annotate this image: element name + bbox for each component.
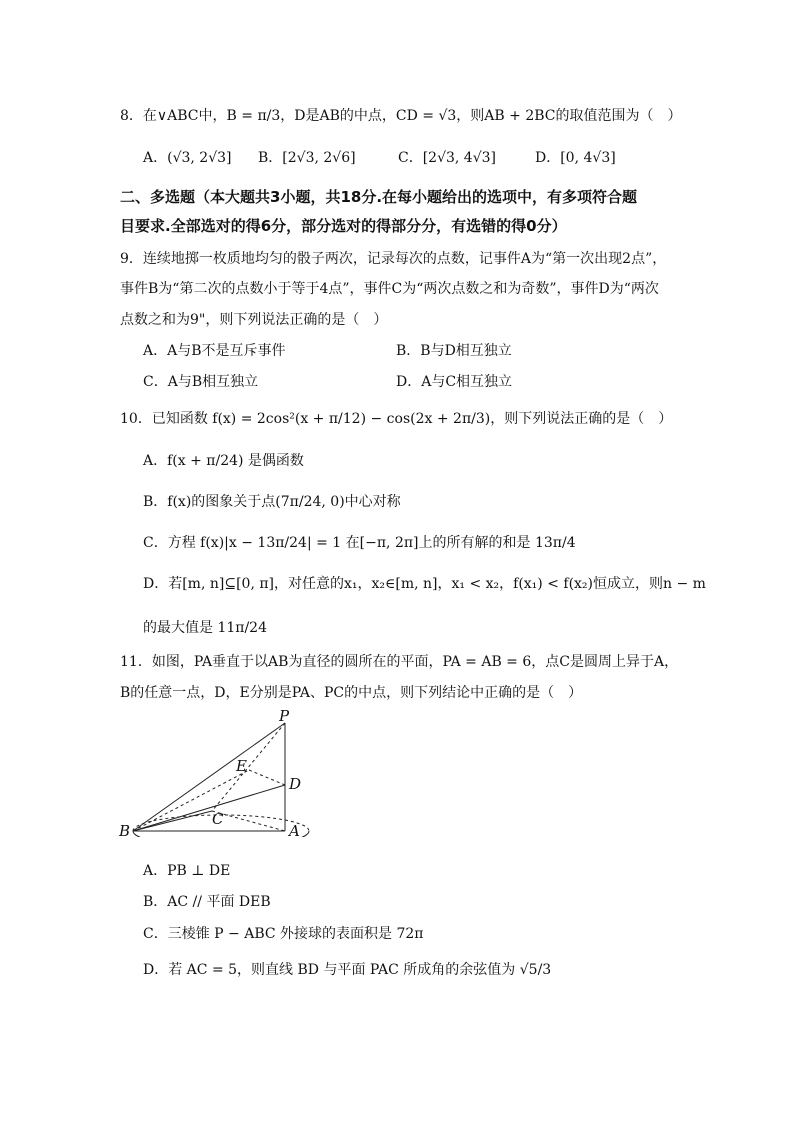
q9-option-c: C．A与B相互独立 xyxy=(143,374,259,390)
q10-option-c: C．方程 f(x)|x − 13π/24| = 1 在[−π, 2π]上的所有解的和是 13π/4 xyxy=(143,535,576,551)
label-d: D xyxy=(289,775,302,793)
edge-ed xyxy=(249,770,285,785)
q9-option-a: A．A与B不是互斥事件 xyxy=(143,343,286,359)
q8-option-c: C．[2√3, 4√3] xyxy=(398,150,497,166)
label-c: C xyxy=(212,810,224,828)
q9-line3: 点数之和为9"，则下列说法正确的是（ ） xyxy=(120,312,388,328)
q10-stem: 10．已知函数 f(x) = 2cos²(x + π/12) − cos(2x + 2π/3)，则下列说法正确的是（ ） xyxy=(120,411,673,427)
q10-option-d-line2: 的最大值是 11π/24 xyxy=(143,620,267,636)
q11-line1: 11．如图，PA垂直于以AB为直径的圆所在的平面，PA = AB = 6，点C是圆周上异于A， xyxy=(120,654,679,670)
q9-option-d: D．A与C相互独立 xyxy=(396,374,513,390)
label-a: A xyxy=(289,822,300,837)
edge-bc xyxy=(133,811,212,831)
q11-option-c: C．三棱锥 P − ABC 外接球的表面积是 72π xyxy=(143,926,424,942)
q8-option-a: A．(√3, 2√3] xyxy=(143,150,232,166)
pyramid-figure xyxy=(115,707,315,837)
q9-line1: 9．连续地掷一枚质地均匀的骰子两次，记录每次的点数，记事件A为“第一次出现2点”， xyxy=(120,251,667,267)
q8-option-d: D．[0, 4√3] xyxy=(535,150,616,166)
edge-be xyxy=(133,770,249,831)
section2-heading-line2: 目要求.全部选对的得6分，部分选对的得部分分，有选错的得0分） xyxy=(120,217,567,235)
q8-option-b: B．[2√3, 2√6] xyxy=(258,150,356,166)
q11-option-d: D．若 AC = 5，则直线 BD 与平面 PAC 所成角的余弦值为 √5/3 xyxy=(143,962,552,978)
q9-option-b: B．B与D相互独立 xyxy=(396,343,512,359)
section2-heading-line1: 二、多选题（本大题共3小题，共18分.在每小题给出的选项中，有多项符合题 xyxy=(120,188,638,206)
circle-front-arc xyxy=(133,831,309,837)
q11-option-b: B．AC // 平面 DEB xyxy=(143,894,271,910)
q9-line2: 事件B为“第二次的点数小于等于4点”，事件C为“两次点数之和为奇数”，事件D为“两次 xyxy=(120,281,659,297)
label-b: B xyxy=(119,822,131,837)
edge-bd xyxy=(133,785,285,831)
q8-stem: 8．在∨ABC中，B = π/3，D是AB的中点，CD = √3，则AB + 2BC的取值范围为（ ） xyxy=(120,108,682,124)
q10-option-d-line1: D．若[m, n]⊆[0, π]，对任意的x₁，x₂∈[m, n]，x₁ < x₂，f(x₁) < f(x₂)恒成立，则n − m xyxy=(143,576,706,592)
q10-option-b: B．f(x)的图象关于点(7π/24, 0)中心对称 xyxy=(143,494,401,510)
label-p: P xyxy=(279,707,290,725)
q10-option-a: A．f(x + π/24) 是偶函数 xyxy=(143,453,304,469)
label-e: E xyxy=(236,757,247,775)
q11-option-a: A．PB ⊥ DE xyxy=(143,863,231,879)
q11-line2: B的任意一点，D，E分别是PA、PC的中点，则下列结论中正确的是（ ） xyxy=(120,685,583,701)
